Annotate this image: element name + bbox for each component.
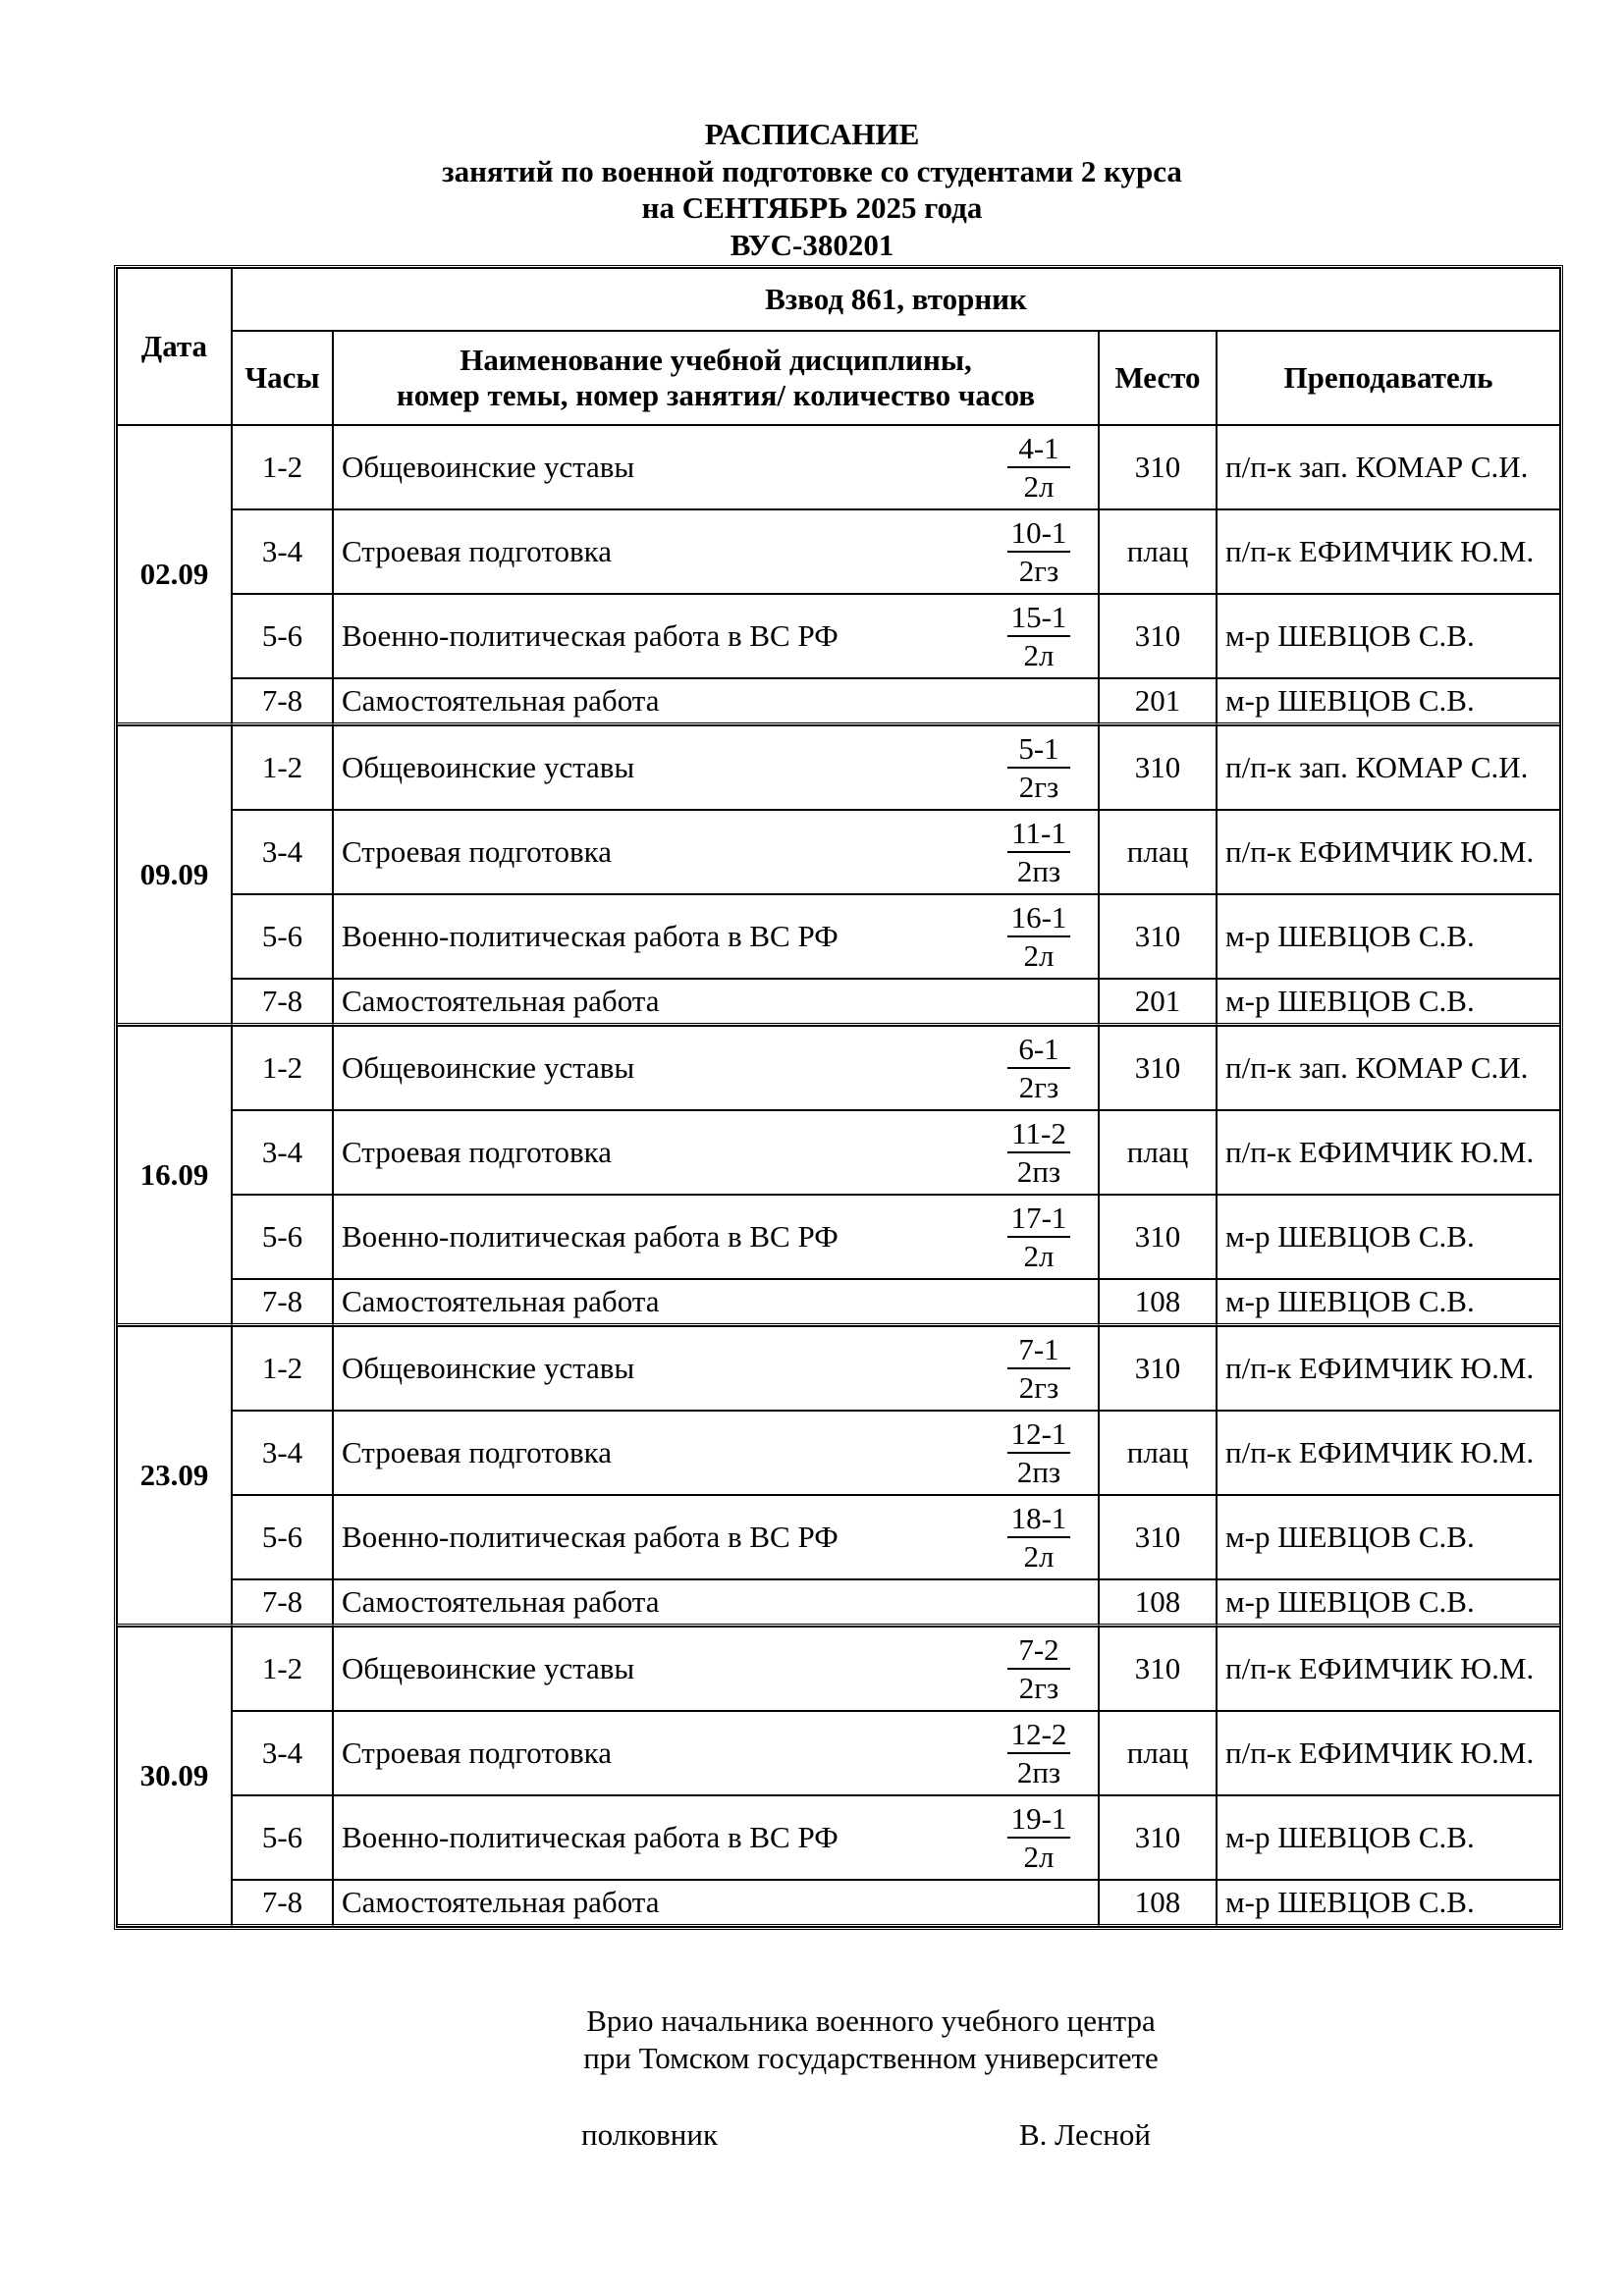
topic-lesson-number: 6-1 (1007, 1031, 1070, 1069)
topic-lesson-number: 11-1 (1007, 815, 1070, 853)
discipline-name: Военно-политическая работа в ВС РФ (342, 618, 839, 653)
place-header: Место (1099, 331, 1217, 425)
topic-lesson-number: 5-1 (1007, 730, 1070, 769)
discipline-cell (333, 1110, 1099, 1195)
discipline-header (333, 331, 1099, 425)
discipline-name: Строевая подготовка (342, 534, 612, 568)
teacher-cell: м-р ШЕВЦОВ С.В. (1217, 594, 1560, 678)
discipline-header-line-1: Наименование учебной дисциплины, (460, 343, 972, 377)
discipline-cell (333, 810, 1099, 894)
hours-type: 2гз (1018, 770, 1059, 804)
hours-type: 2гз (1018, 1671, 1059, 1705)
signer-position-line-2: при Томском государственном университете (583, 2041, 1159, 2075)
table-row (117, 979, 1560, 1026)
discipline-cell (333, 1627, 1099, 1711)
discipline-name: Строевая подготовка (342, 1435, 612, 1469)
hours-type: 2гз (1018, 1070, 1059, 1104)
teacher-cell: п/п-к ЕФИМЧИК Ю.М. (1217, 1411, 1560, 1495)
teacher-cell: п/п-к зап. КОМАР С.И. (1217, 725, 1560, 810)
teacher-cell: м-р ШЕВЦОВ С.В. (1217, 1795, 1560, 1880)
signature-block (0, 2002, 1624, 2152)
hours-cell: 1-2 (232, 725, 333, 810)
topic-lesson-number: 7-1 (1007, 1331, 1070, 1369)
hours-type: 2гз (1018, 1370, 1059, 1405)
place-cell: плац (1099, 1411, 1217, 1495)
lesson-fraction (980, 599, 1098, 673)
discipline-header-line-2: номер темы, номер занятия/ количество часов (396, 378, 1036, 412)
discipline-cell (333, 1026, 1099, 1110)
discipline-name: Военно-политическая работа в ВС РФ (342, 1520, 839, 1554)
date-cell: 02.09 (117, 425, 232, 725)
lesson-fraction (980, 1115, 1098, 1190)
lesson-fraction (980, 1500, 1098, 1575)
place-cell: 310 (1099, 1495, 1217, 1579)
discipline-cell (333, 1495, 1099, 1579)
table-row (117, 425, 1560, 509)
table-row (117, 1110, 1560, 1195)
teacher-cell: п/п-к зап. КОМАР С.И. (1217, 425, 1560, 509)
hours-cell: 1-2 (232, 1026, 333, 1110)
topic-lesson-number: 17-1 (1007, 1200, 1070, 1238)
title-line-4: ВУС-380201 (730, 227, 894, 262)
discipline-name: Общевоинские уставы (342, 450, 635, 484)
discipline-cell (333, 1795, 1099, 1880)
teacher-cell: м-р ШЕВЦОВ С.В. (1217, 1579, 1560, 1627)
place-cell: 201 (1099, 678, 1217, 725)
lesson-fraction (980, 730, 1098, 805)
signer-position-line-1: Врио начальника военного учебного центра (586, 2003, 1156, 2038)
discipline-name: Самостоятельная работа (342, 984, 660, 1018)
table-row (117, 1880, 1560, 1927)
discipline-cell (333, 1711, 1099, 1795)
table-row (117, 894, 1560, 979)
place-cell: 108 (1099, 1880, 1217, 1927)
discipline-cell (333, 425, 1099, 509)
hours-type: 2л (1023, 938, 1055, 973)
place-cell: плац (1099, 1110, 1217, 1195)
hours-cell: 7-8 (232, 1279, 333, 1326)
date-cell: 23.09 (117, 1326, 232, 1627)
topic-lesson-number: 7-2 (1007, 1631, 1070, 1670)
discipline-cell (333, 1279, 1099, 1326)
lesson-fraction (980, 1631, 1098, 1706)
topic-lesson-number: 15-1 (1007, 599, 1070, 637)
discipline-name: Военно-политическая работа в ВС РФ (342, 919, 839, 953)
hours-cell: 5-6 (232, 1795, 333, 1880)
topic-lesson-number: 19-1 (1007, 1800, 1070, 1839)
lesson-fraction (980, 430, 1098, 505)
place-cell: 201 (1099, 979, 1217, 1026)
lesson-fraction (980, 1331, 1098, 1406)
schedule-table (114, 265, 1563, 1930)
topic-lesson-number: 12-2 (1007, 1716, 1070, 1754)
discipline-cell (333, 678, 1099, 725)
teacher-cell: п/п-к ЕФИМЧИК Ю.М. (1217, 1326, 1560, 1411)
discipline-cell (333, 725, 1099, 810)
hours-cell: 7-8 (232, 979, 333, 1026)
teacher-cell: п/п-к ЕФИМЧИК Ю.М. (1217, 1711, 1560, 1795)
hours-cell: 7-8 (232, 678, 333, 725)
discipline-name: Военно-политическая работа в ВС РФ (342, 1219, 839, 1254)
hours-type: 2л (1023, 469, 1055, 504)
hours-cell: 3-4 (232, 509, 333, 594)
place-cell: 310 (1099, 1627, 1217, 1711)
place-cell: плац (1099, 509, 1217, 594)
hours-type: 2л (1023, 638, 1055, 672)
place-cell: 310 (1099, 1026, 1217, 1110)
hours-type: 2л (1023, 1840, 1055, 1874)
table-row (117, 810, 1560, 894)
hours-cell: 5-6 (232, 1495, 333, 1579)
discipline-cell (333, 894, 1099, 979)
topic-lesson-number: 18-1 (1007, 1500, 1070, 1538)
place-cell: 108 (1099, 1579, 1217, 1627)
date-cell: 30.09 (117, 1627, 232, 1927)
teacher-cell: п/п-к ЕФИМЧИК Ю.М. (1217, 810, 1560, 894)
lesson-fraction (980, 514, 1098, 589)
teacher-cell: м-р ШЕВЦОВ С.В. (1217, 894, 1560, 979)
hours-type: 2л (1023, 1539, 1055, 1574)
hours-cell: 3-4 (232, 1711, 333, 1795)
discipline-name: Общевоинские уставы (342, 750, 635, 784)
teacher-cell: м-р ШЕВЦОВ С.В. (1217, 1495, 1560, 1579)
discipline-cell (333, 1326, 1099, 1411)
teacher-cell: м-р ШЕВЦОВ С.В. (1217, 1880, 1560, 1927)
date-cell: 09.09 (117, 725, 232, 1026)
signer-name: В. Лесной (1019, 2117, 1151, 2152)
date-cell: 16.09 (117, 1026, 232, 1326)
hours-cell: 7-8 (232, 1880, 333, 1927)
discipline-cell (333, 979, 1099, 1026)
teacher-cell: м-р ШЕВЦОВ С.В. (1217, 979, 1560, 1026)
table-row (117, 1326, 1560, 1411)
hours-type: 2гз (1018, 554, 1059, 588)
table-row (117, 1026, 1560, 1110)
table-row (117, 594, 1560, 678)
topic-lesson-number: 12-1 (1007, 1415, 1070, 1454)
hours-type: 2пз (1016, 1154, 1061, 1189)
discipline-name: Самостоятельная работа (342, 1284, 660, 1318)
hours-cell: 7-8 (232, 1579, 333, 1627)
discipline-name: Общевоинские уставы (342, 1050, 635, 1085)
hours-type: 2пз (1016, 854, 1061, 888)
hours-cell: 1-2 (232, 425, 333, 509)
place-cell: 310 (1099, 894, 1217, 979)
lesson-fraction (980, 1800, 1098, 1875)
table-row (117, 1711, 1560, 1795)
lesson-fraction (980, 1200, 1098, 1274)
hours-header: Часы (232, 331, 333, 425)
place-cell: 310 (1099, 725, 1217, 810)
table-row (117, 1579, 1560, 1627)
place-cell: 310 (1099, 1326, 1217, 1411)
table-row (117, 1795, 1560, 1880)
topic-lesson-number: 10-1 (1007, 514, 1070, 553)
table-row (117, 1627, 1560, 1711)
discipline-name: Военно-политическая работа в ВС РФ (342, 1820, 839, 1854)
hours-type: 2пз (1016, 1755, 1061, 1789)
place-cell: 108 (1099, 1279, 1217, 1326)
table-row (117, 509, 1560, 594)
hours-cell: 3-4 (232, 1110, 333, 1195)
title-line-3: на СЕНТЯБРЬ 2025 года (641, 190, 983, 225)
teacher-cell: м-р ШЕВЦОВ С.В. (1217, 1279, 1560, 1326)
place-cell: 310 (1099, 1195, 1217, 1279)
discipline-cell (333, 1579, 1099, 1627)
title-line-2: занятий по военной подготовке со студентами 2 курса (442, 153, 1182, 188)
discipline-name: Самостоятельная работа (342, 683, 660, 718)
place-cell: плац (1099, 1711, 1217, 1795)
table-row (117, 1495, 1560, 1579)
discipline-cell (333, 509, 1099, 594)
lesson-fraction (980, 815, 1098, 889)
hours-cell: 5-6 (232, 1195, 333, 1279)
discipline-name: Общевоинские уставы (342, 1351, 635, 1385)
discipline-name: Самостоятельная работа (342, 1584, 660, 1619)
lesson-fraction (980, 1415, 1098, 1490)
table-row (117, 678, 1560, 725)
teacher-header: Преподаватель (1217, 331, 1560, 425)
hours-cell: 1-2 (232, 1326, 333, 1411)
topic-lesson-number: 16-1 (1007, 899, 1070, 937)
discipline-name: Общевоинские уставы (342, 1651, 635, 1685)
group-header: Взвод 861, вторник (232, 268, 1560, 331)
discipline-cell (333, 594, 1099, 678)
lesson-fraction (980, 1716, 1098, 1790)
date-header: Дата (117, 268, 232, 425)
topic-lesson-number: 11-2 (1007, 1115, 1070, 1153)
hours-cell: 5-6 (232, 594, 333, 678)
teacher-cell: п/п-к ЕФИМЧИК Ю.М. (1217, 1627, 1560, 1711)
discipline-cell (333, 1195, 1099, 1279)
teacher-cell: м-р ШЕВЦОВ С.В. (1217, 1195, 1560, 1279)
table-row (117, 725, 1560, 810)
discipline-name: Строевая подготовка (342, 834, 612, 869)
hours-type: 2пз (1016, 1455, 1061, 1489)
hours-type: 2л (1023, 1239, 1055, 1273)
topic-lesson-number: 4-1 (1007, 430, 1070, 468)
teacher-cell: п/п-к ЕФИМЧИК Ю.М. (1217, 1110, 1560, 1195)
lesson-fraction (980, 1031, 1098, 1105)
hours-cell: 3-4 (232, 1411, 333, 1495)
document-title (0, 116, 1624, 263)
discipline-cell (333, 1411, 1099, 1495)
table-row (117, 1279, 1560, 1326)
teacher-cell: м-р ШЕВЦОВ С.В. (1217, 678, 1560, 725)
discipline-name: Самостоятельная работа (342, 1885, 660, 1919)
hours-cell: 3-4 (232, 810, 333, 894)
discipline-cell (333, 1880, 1099, 1927)
place-cell: 310 (1099, 1795, 1217, 1880)
hours-cell: 1-2 (232, 1627, 333, 1711)
discipline-name: Строевая подготовка (342, 1135, 612, 1169)
place-cell: 310 (1099, 425, 1217, 509)
discipline-name: Строевая подготовка (342, 1735, 612, 1770)
table-row (117, 1411, 1560, 1495)
teacher-cell: п/п-к зап. КОМАР С.И. (1217, 1026, 1560, 1110)
hours-cell: 5-6 (232, 894, 333, 979)
signer-rank: полковник (581, 2117, 719, 2152)
table-row (117, 1195, 1560, 1279)
lesson-fraction (980, 899, 1098, 974)
title-line-1: РАСПИСАНИЕ (704, 117, 920, 151)
place-cell: 310 (1099, 594, 1217, 678)
teacher-cell: п/п-к ЕФИМЧИК Ю.М. (1217, 509, 1560, 594)
place-cell: плац (1099, 810, 1217, 894)
